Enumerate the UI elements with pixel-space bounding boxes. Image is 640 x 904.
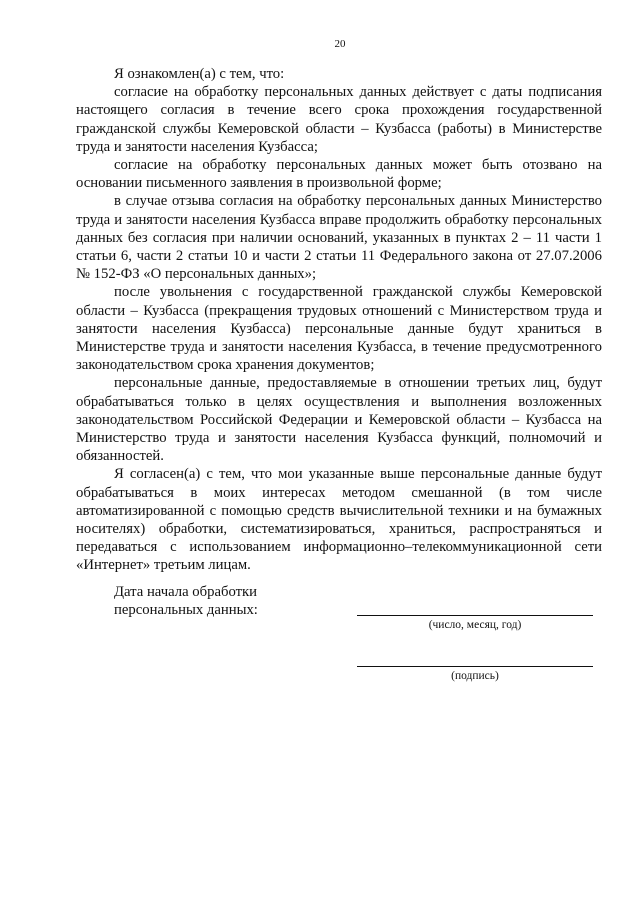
- date-fill-line[interactable]: [357, 615, 593, 616]
- paragraph-storage-after-dismissal: после увольнения с государственной гражданской службы Кемеровской области – Кузбасса (прекращения трудовых отношений с Министерством труда и занятости населения Кузбасса) персональные данные будут храниться в Министерстве труда и занятости населения Кузбасса, в течение предусмотренного законодательством срока хранения документов;: [76, 284, 602, 374]
- paragraph-consent-duration: согласие на обработку персональных данных действует с даты подписания настоящего согласия в течение всего срока прохождения государственной гражданской службы Кемеровской области – Кузбасса (работы) в Министерстве труда и занятости населения Кузбасса;: [76, 84, 602, 155]
- date-label-line-1: Дата начала обработки: [114, 584, 258, 600]
- paragraph-processing-after-revocation: в случае отзыва согласия на обработку персональных данных Министерство труда и занятости населения Кузбасса вправе продолжить обработку персональных данных без согласия при наличии оснований, указанных в пунктах 2 – 11 части 1 статьи 6, части 2 статьи 10 и части 2 статьи 11 Федерального закона от 27.07.2006 № 152-ФЗ «О персональных данных»;: [76, 193, 602, 283]
- signature-caption: (подпись): [451, 670, 499, 682]
- date-caption: (число, месяц, год): [428, 619, 522, 631]
- paragraph-third-party-data: персональные данные, предоставляемые в отношении третьих лиц, будут обрабатываться только в целях осуществления и выполнения возложенных законодательством Российской Федерации и Кемеровской области – Кузбасса на Министерство труда и занятости населения Кузбасса функций, полномочий и обязанностей.: [76, 375, 602, 465]
- processing-start-date-label: [114, 583, 304, 619]
- signature-fill-line[interactable]: [357, 666, 593, 667]
- consent-text: [76, 65, 602, 575]
- paragraph-agreement: Я согласен(а) с тем, что мои указанные выше персональные данные будут обрабатываться в моих интересах методом смешанной (в том числе автоматизированной с помощью средств вычислительной техники и на бумажных носителях) обработки, систематизироваться, храниться, распространяться и передаваться с использованием информационно–телекоммуникационной сети «Интернет» третьим лицам.: [76, 466, 602, 574]
- page-number: 20: [334, 38, 346, 50]
- paragraph-acknowledgement: Я ознакомлен(а) с тем, что:: [114, 66, 285, 82]
- date-label-line-2: персональных данных:: [114, 602, 258, 619]
- paragraph-consent-revocation: согласие на обработку персональных данных может быть отозвано на основании письменного заявления в произвольной форме;: [76, 157, 602, 192]
